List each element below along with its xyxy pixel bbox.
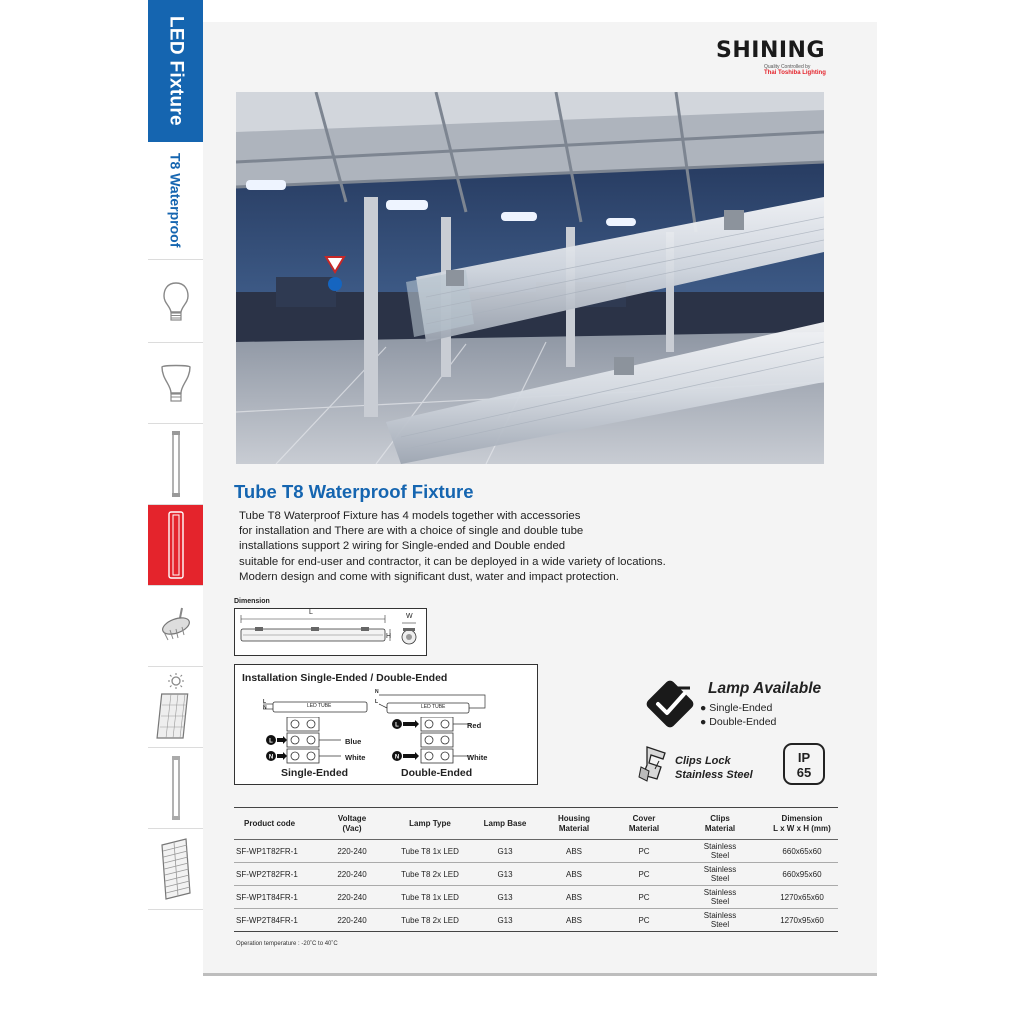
cell-lamp: Tube T8 2x LED (384, 863, 476, 886)
lamp-available-feature (642, 676, 842, 736)
table-row (234, 840, 838, 863)
installation-diagram (234, 664, 538, 785)
sidebar-item-reflector[interactable] (148, 343, 203, 424)
cell-base: G13 (476, 840, 534, 863)
description-line: suitable for end-user and contractor, it can be deployed in a wide variety of locations. (239, 555, 666, 568)
table-row (234, 863, 838, 886)
operation-temperature-note: Operation temperature : -20˚C to 40˚C (236, 941, 338, 947)
subcategory-tab[interactable] (148, 142, 203, 260)
product-title: Tube T8 Waterproof Fixture (234, 481, 474, 502)
clips-line2: Stainless Steel (675, 769, 753, 781)
double-wire1: Red (467, 721, 482, 730)
header-housing: Housing Material (534, 808, 614, 840)
svg-text:N: N (268, 754, 274, 761)
ip-value: 65 (796, 765, 812, 780)
header-lamp-base: Lamp Base (476, 808, 534, 840)
double-ended-tube (375, 691, 490, 715)
table-row (234, 909, 838, 932)
ip-label: IP (797, 750, 811, 765)
cell-code: SF-WP2T84FR-1 (234, 909, 320, 932)
cell-dimension: 1270x65x60 (766, 886, 838, 909)
cell-code: SF-WP1T82FR-1 (234, 840, 320, 863)
header-dimension: Dimension L x W x H (mm) (766, 808, 838, 840)
cell-lamp: Tube T8 1x LED (384, 886, 476, 909)
product-description (239, 509, 699, 585)
cell-code: SF-WP2T82FR-1 (234, 863, 320, 886)
cell-housing: ABS (534, 886, 614, 909)
description-line: for installation and There are with a choice of single and double tube (239, 525, 584, 538)
cell-dimension: 660x95x60 (766, 863, 838, 886)
category-tab[interactable] (148, 0, 203, 142)
cell-voltage: 220-240 (320, 909, 384, 932)
cell-housing: ABS (534, 863, 614, 886)
lamp-available-title: Lamp Available (708, 680, 822, 697)
cell-dimension: 1270x95x60 (766, 909, 838, 932)
cell-cover: PC (614, 863, 674, 886)
sidebar-item-solar[interactable] (148, 667, 203, 748)
header-cover: Cover Material (614, 808, 674, 840)
cell-code: SF-WP1T84FR-1 (234, 886, 320, 909)
sidebar-item-tube[interactable] (148, 424, 203, 505)
tube-fixture-icon (166, 509, 186, 581)
cell-housing: ABS (534, 840, 614, 863)
single-ended-caption: Single-Ended (281, 767, 349, 779)
double-ended-caption: Double-Ended (401, 767, 473, 779)
cell-housing: ABS (534, 909, 614, 932)
description-line: installations support 2 wiring for Single-ended and Double ended (239, 540, 566, 553)
cell-voltage: 220-240 (320, 886, 384, 909)
cell-base: G13 (476, 863, 534, 886)
table-header-row (234, 808, 838, 840)
single-n-label: N (263, 705, 267, 711)
header-clips: Clips Material (674, 808, 766, 840)
brand-logo (716, 38, 828, 82)
cell-cover: PC (614, 840, 674, 863)
header-voltage: Voltage (Vac) (320, 808, 384, 840)
subcategory-label: T8 Waterproof (167, 153, 184, 248)
cell-voltage: 220-240 (320, 840, 384, 863)
lamp-option: ● Single-Ended (700, 702, 773, 714)
grille-fixture-icon (158, 837, 194, 901)
highbay-icon (158, 606, 194, 646)
description-line: Tube T8 Waterproof Fixture has 4 models together with accessories (239, 510, 581, 522)
installation-title: Installation Single-Ended / Double-Ended (242, 672, 448, 684)
sidebar-item-grille[interactable] (148, 829, 203, 910)
double-wire2: White (467, 753, 488, 762)
svg-text:N: N (394, 754, 400, 761)
dimension-label: Dimension (234, 598, 270, 605)
cell-base: G13 (476, 886, 534, 909)
brand-name: SHINING (716, 38, 826, 63)
reflector-bulb-icon (160, 361, 192, 405)
cell-clips: Stainless Steel (674, 909, 766, 932)
spec-table (234, 807, 838, 932)
table-row (234, 886, 838, 909)
single-wire1: Blue (345, 737, 362, 746)
category-sidebar (148, 0, 203, 910)
dimension-h: H (386, 633, 392, 640)
t5-tube-icon (169, 754, 183, 822)
double-l-label: L (375, 699, 379, 705)
ip-rating-badge (783, 743, 825, 785)
dimension-w: W (406, 613, 413, 620)
cell-clips: Stainless Steel (674, 840, 766, 863)
cell-clips: Stainless Steel (674, 886, 766, 909)
tube-icon (169, 430, 183, 498)
cell-clips: Stainless Steel (674, 863, 766, 886)
svg-text:L: L (269, 738, 273, 745)
cell-voltage: 220-240 (320, 863, 384, 886)
tube-label: LED TUBE (307, 703, 332, 709)
lamp-option: ● Double-Ended (700, 716, 777, 728)
brand-company: Thai Toshiba Lighting (764, 70, 826, 76)
sidebar-item-bulb[interactable] (148, 262, 203, 343)
clips-line1: Clips Lock (675, 755, 731, 767)
cell-lamp: Tube T8 2x LED (384, 909, 476, 932)
single-l-label: L (263, 699, 267, 705)
clips-lock-icon (637, 743, 673, 785)
double-n-label: N (375, 689, 379, 695)
bulb-icon (161, 280, 191, 324)
single-wire2: White (345, 753, 366, 762)
header-product-code: Product code (234, 808, 320, 840)
header-lamp-type: Lamp Type (384, 808, 476, 840)
sidebar-item-highbay[interactable] (148, 586, 203, 667)
checkmark-badge-icon (642, 676, 698, 732)
dimension-l: L (309, 609, 313, 616)
cell-base: G13 (476, 909, 534, 932)
cell-lamp: Tube T8 1x LED (384, 840, 476, 863)
dimension-drawing (234, 608, 427, 656)
brand-tagline: Quality Controlled by (764, 64, 811, 70)
solar-panel-icon (156, 672, 196, 742)
description-line: Modern design and come with significant dust, water and impact protection. (239, 570, 619, 583)
category-label: LED Fixture (165, 16, 187, 126)
single-ended-tube (261, 701, 371, 713)
cell-dimension: 660x65x60 (766, 840, 838, 863)
tube-label-double: LED TUBE (421, 704, 446, 710)
cell-cover: PC (614, 909, 674, 932)
svg-text:L: L (395, 722, 399, 729)
clips-lock-feature (675, 754, 753, 782)
sidebar-item-tube-fixture[interactable] (148, 505, 203, 586)
cell-cover: PC (614, 886, 674, 909)
sidebar-item-t5-tube[interactable] (148, 748, 203, 829)
product-photo (236, 92, 824, 464)
